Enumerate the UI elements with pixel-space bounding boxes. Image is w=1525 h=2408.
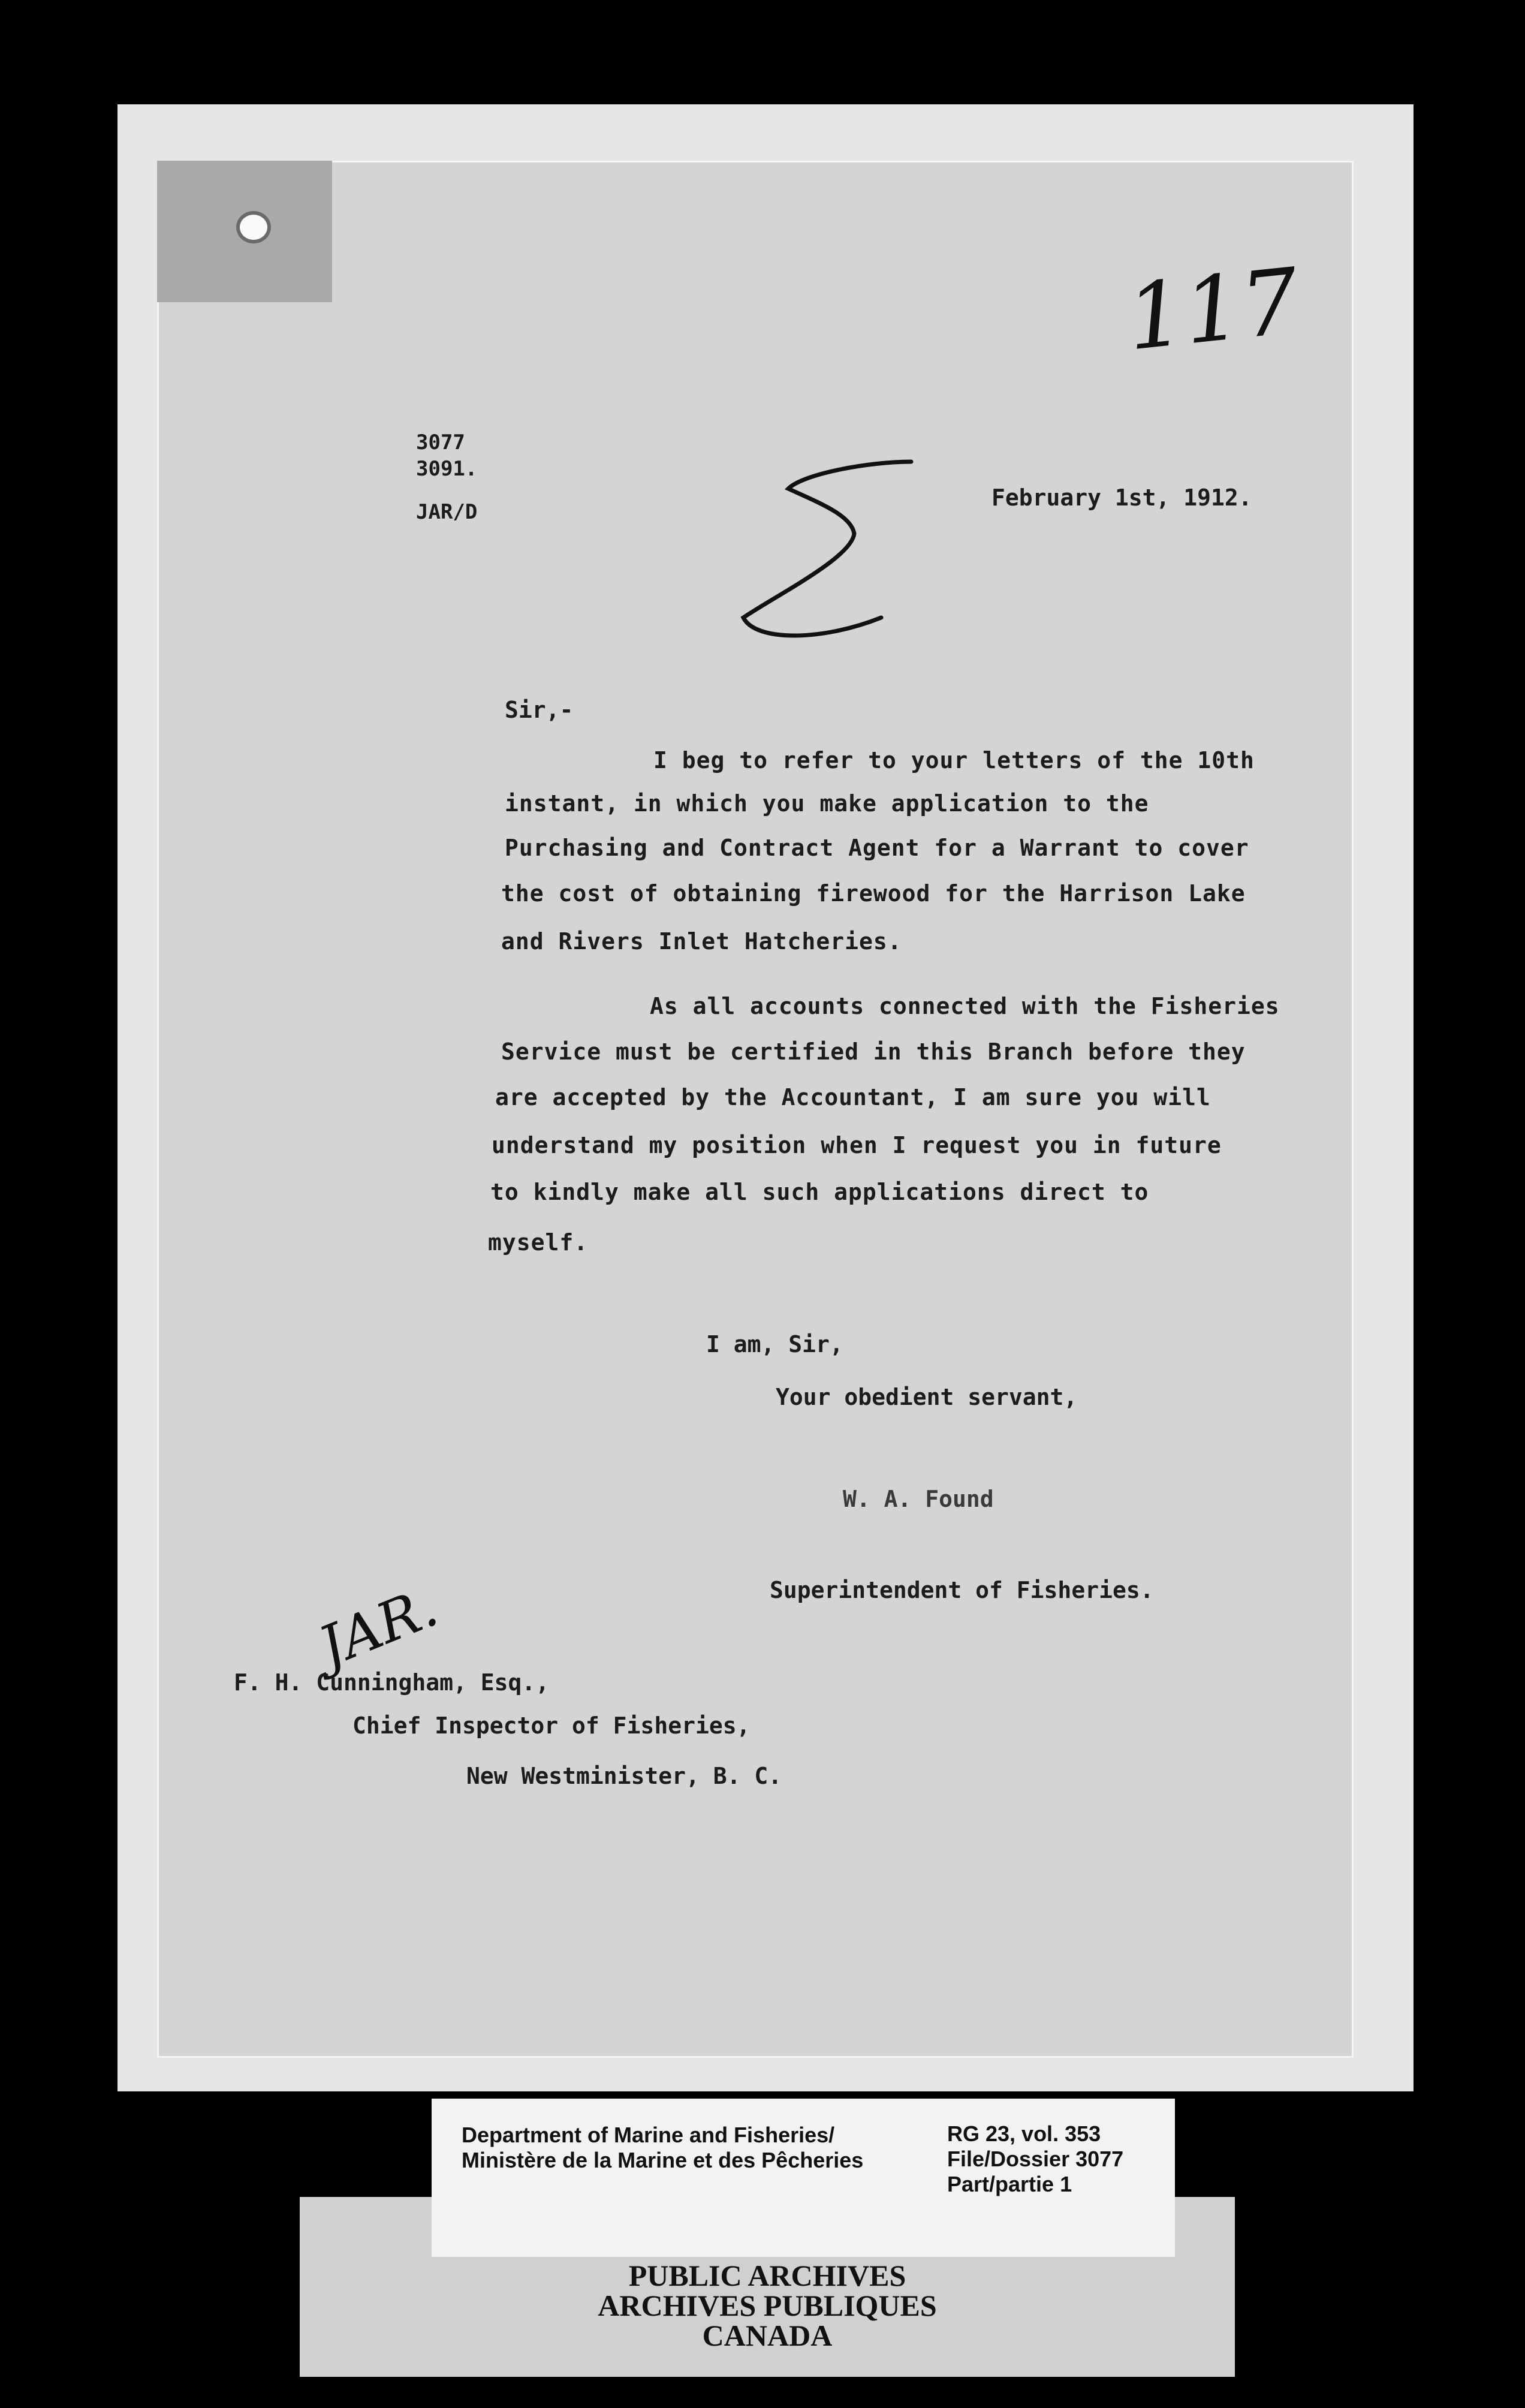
paragraph-2-line: are accepted by the Accountant, I am sure you will [495, 1084, 1211, 1110]
typist-initials: JAR/D [416, 500, 478, 524]
department-french: Ministère de la Marine et des Pêcheries [462, 2148, 864, 2172]
part-number: Part/partie 1 [947, 2172, 1072, 2196]
addressee-name: F. H. Cunningham, Esq., [234, 1669, 550, 1696]
paragraph-1-line: Purchasing and Contract Agent for a Warrant to cover [505, 835, 1249, 861]
archives-stamp [528, 2260, 1007, 2350]
stamp-line: ARCHIVES PUBLIQUES [598, 2289, 937, 2322]
signature-title: Superintendent of Fisheries. [770, 1577, 1154, 1603]
record-group: RG 23, vol. 353 [947, 2121, 1101, 2146]
closing-line-2: Your obedient servant, [776, 1384, 1078, 1410]
archive-reference-label [432, 2099, 1175, 2257]
paragraph-2-line: Service must be certified in this Branch before they [501, 1039, 1246, 1065]
paragraph-1-line: instant, in which you make application to the [505, 790, 1149, 817]
paragraph-2-line: to kindly make all such applications direct to [490, 1179, 1149, 1205]
paragraph-1-line: the cost of obtaining firewood for the Harrison Lake [501, 880, 1246, 907]
paragraph-2-line: myself. [488, 1229, 589, 1256]
addressee-title: Chief Inspector of Fisheries, [352, 1712, 751, 1739]
punch-hole [240, 215, 267, 240]
handwritten-initials: JAR. [310, 1575, 447, 1679]
paragraph-2-line: understand my position when I request you in future [492, 1132, 1222, 1158]
department-english: Department of Marine and Fisheries/ [462, 2123, 835, 2147]
closing-line-1: I am, Sir, [706, 1331, 843, 1357]
letter-date: February 1st, 1912. [991, 484, 1252, 511]
paragraph-1-line: I beg to refer to your letters of the 10th [653, 747, 1255, 773]
file-reference-2: 3091. [416, 457, 478, 481]
stamp-line: CANADA [702, 2319, 833, 2352]
file-number: File/Dossier 3077 [947, 2147, 1124, 2171]
salutation: Sir,- [505, 697, 574, 723]
handwritten-e-mark [731, 438, 935, 654]
file-reference-1: 3077 [416, 431, 465, 454]
paragraph-1-line: and Rivers Inlet Hatcheries. [501, 928, 902, 955]
paragraph-2-line: As all accounts connected with the Fisheries [650, 993, 1280, 1019]
stamp-line: PUBLIC ARCHIVES [628, 2259, 906, 2292]
addressee-place: New Westminister, B. C. [466, 1763, 782, 1789]
folio-number: 117 [1122, 249, 1304, 371]
signature-name: W. A. Found [843, 1486, 994, 1512]
